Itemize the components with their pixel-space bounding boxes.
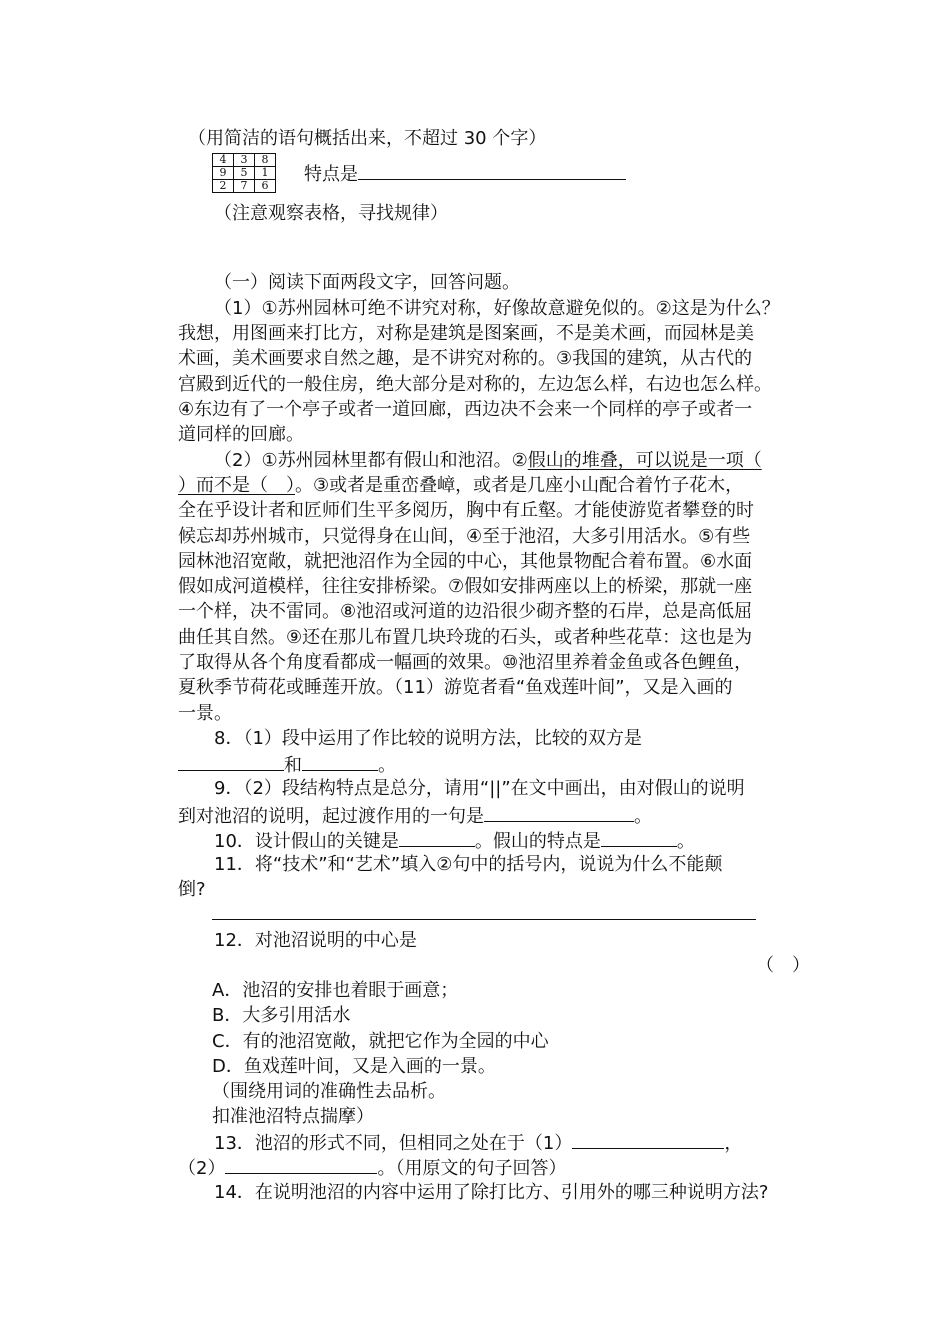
paragraph-2-line: 候忘却苏州城市，只觉得身在山间，④至于池沼，大多引用活水。⑤有些 (178, 526, 751, 547)
question-text: 。 (676, 831, 695, 852)
paragraph-2-line: 夏秋季节荷花或睡莲开放。（11）游览者看“鱼戏莲叶间”，又是入画的 (178, 677, 733, 698)
paragraph-1-line: 宫殿到近代的一般住房，绝大部分是对称的，左边怎么样，右边也怎么样。 (178, 374, 772, 395)
grid-cell: 5 (234, 167, 255, 180)
paragraph-1-line: 我想，用图画来打比方，对称是建筑是图案画，不是美术画，而园林是美 (178, 323, 754, 344)
question-11-cont: 倒? (178, 879, 206, 900)
hint-text: （围绕用词的准确性去品析。 (212, 1081, 446, 1102)
paragraph-2-line: 全在乎设计者和匠师们生平多阅历，胸中有丘壑。才能使游览者攀登的时 (178, 500, 754, 521)
paragraph-2-line (214, 448, 842, 473)
question-text: 。 (378, 755, 396, 776)
feature-label: 特点是 (304, 164, 358, 185)
question-text: 。（用原文的句子回答） (377, 1158, 567, 1179)
answer-line[interactable] (212, 919, 756, 920)
grid-cell: 8 (255, 154, 276, 167)
paragraph-2-line: 假如成河道模样，往往安排桥梁。⑦假如安排两座以上的桥梁，那就一座 (178, 576, 753, 597)
grid-row (213, 180, 276, 193)
answer-blank[interactable] (178, 751, 284, 771)
option-a: A．池沼的安排也着眼于画意； (212, 980, 459, 1001)
question-text: 到对池沼的说明，起过渡作用的一句是 (178, 806, 484, 827)
paragraph-2-line: 一个样，决不雷同。⑧池沼或河道的边沿很少砌齐整的石岸，总是高低屈 (178, 601, 753, 622)
option-b: B．大多引用活水 (212, 1005, 351, 1026)
question-text: 13．池沼的形式不同，但相同之处在于（1） (214, 1133, 573, 1154)
hint-text: （注意观察表格，寻找规律） (214, 203, 448, 224)
feature-answer-blank[interactable] (358, 160, 626, 180)
answer-blank[interactable] (302, 751, 378, 771)
answer-blank[interactable] (601, 827, 677, 847)
paragraph-1-line: 道同样的回廊。 (178, 424, 304, 445)
question-8-answer-line (178, 751, 806, 778)
hint-text: 扣准池沼特点揣摩） (212, 1106, 374, 1127)
grid-cell: 2 (213, 180, 234, 193)
question-14: 14．在说明池沼的内容中运用了除打比方、引用外的哪三种说明方法? (214, 1182, 769, 1203)
question-text: 10．设计假山的关键是 (214, 831, 399, 852)
paragraph-2-line (178, 473, 806, 498)
grid-cell: 9 (213, 167, 234, 180)
answer-blank[interactable] (484, 802, 634, 822)
question-9: 9．（2）段结构特点是总分，请用“||”在文中画出，由对假山的说明 (214, 778, 745, 799)
answer-blank[interactable] (225, 1154, 377, 1174)
answer-blank[interactable] (399, 827, 475, 847)
instruction-text: （用简洁的语句概括出来，不超过 30 个字） (188, 128, 547, 149)
paragraph-2-line: 了取得从各个角度看都成一幅画的效果。⑩池沼里养着金鱼或各色鲤鱼， (178, 652, 753, 673)
grid-cell: 6 (255, 180, 276, 193)
question-text: ， (724, 1133, 743, 1154)
question-text: 。 (634, 806, 652, 827)
paragraph-2-text: 。③或者是重峦叠嶂，或者是几座小山配合着竹子花木， (295, 475, 744, 496)
paragraph-2-line: 一景。 (178, 703, 232, 724)
paragraph-1-line: （1）①苏州园林可绝不讲究对称，好像故意避免似的。②这是为什么？ (214, 298, 780, 319)
question-13 (214, 1129, 842, 1156)
question-11: 11．将“技术”和“艺术”填入②句中的括号内，说说为什么不能颠 (214, 854, 723, 875)
grid-row (213, 154, 276, 167)
magic-square-grid (212, 153, 276, 193)
question-9-answer-line (178, 802, 806, 829)
grid-cell: 7 (234, 180, 255, 193)
answer-blank[interactable] (572, 1129, 724, 1149)
question-text: （2） (178, 1158, 226, 1179)
grid-cell: 4 (213, 154, 234, 167)
paragraph-2-line: 园林池沼宽敞，就把池沼作为全园的中心，其他景物配合着布置。⑥水面 (178, 551, 753, 572)
question-text: 。假山的特点是 (474, 831, 601, 852)
feature-line (304, 160, 932, 187)
paragraph-1-line: ④东边有了一个亭子或者一道回廊，西边决不会来一个同样的亭子或者一 (178, 399, 753, 420)
grid-cell: 1 (255, 167, 276, 180)
answer-parentheses[interactable]: （ ） (756, 955, 810, 976)
paragraph-2-text: （2）①苏州园林里都有假山和池沼。② (214, 450, 528, 471)
paragraph-1-line: 术画，美术画要求自然之趣，是不讲究对称的。③我国的建筑，从古代的 (178, 348, 753, 369)
question-8: 8．（1）段中运用了作比较的说明方法，比较的双方是 (214, 728, 642, 749)
question-10 (214, 827, 842, 854)
option-c: C．有的池沼宽敞，就把它作为全园的中心 (212, 1031, 549, 1052)
section-title: （一）阅读下面两段文字，回答问题。 (214, 272, 520, 293)
grid-row (213, 167, 276, 180)
grid-cell: 3 (234, 154, 255, 167)
underlined-sentence: 假山的堆叠，可以说是一项（ (527, 450, 762, 471)
question-13-cont (178, 1154, 806, 1181)
question-12: 12．对池沼说明的中心是 (214, 930, 417, 951)
option-d: D．鱼戏莲叶间，又是入画的一景。 (212, 1056, 496, 1077)
question-text: 和 (284, 755, 302, 776)
underlined-sentence: ）而不是（ ） (178, 475, 295, 496)
paragraph-2-line: 曲任其自然。⑨还在那儿布置几块玲珑的石头，或者种些花草：这也是为 (178, 627, 753, 648)
